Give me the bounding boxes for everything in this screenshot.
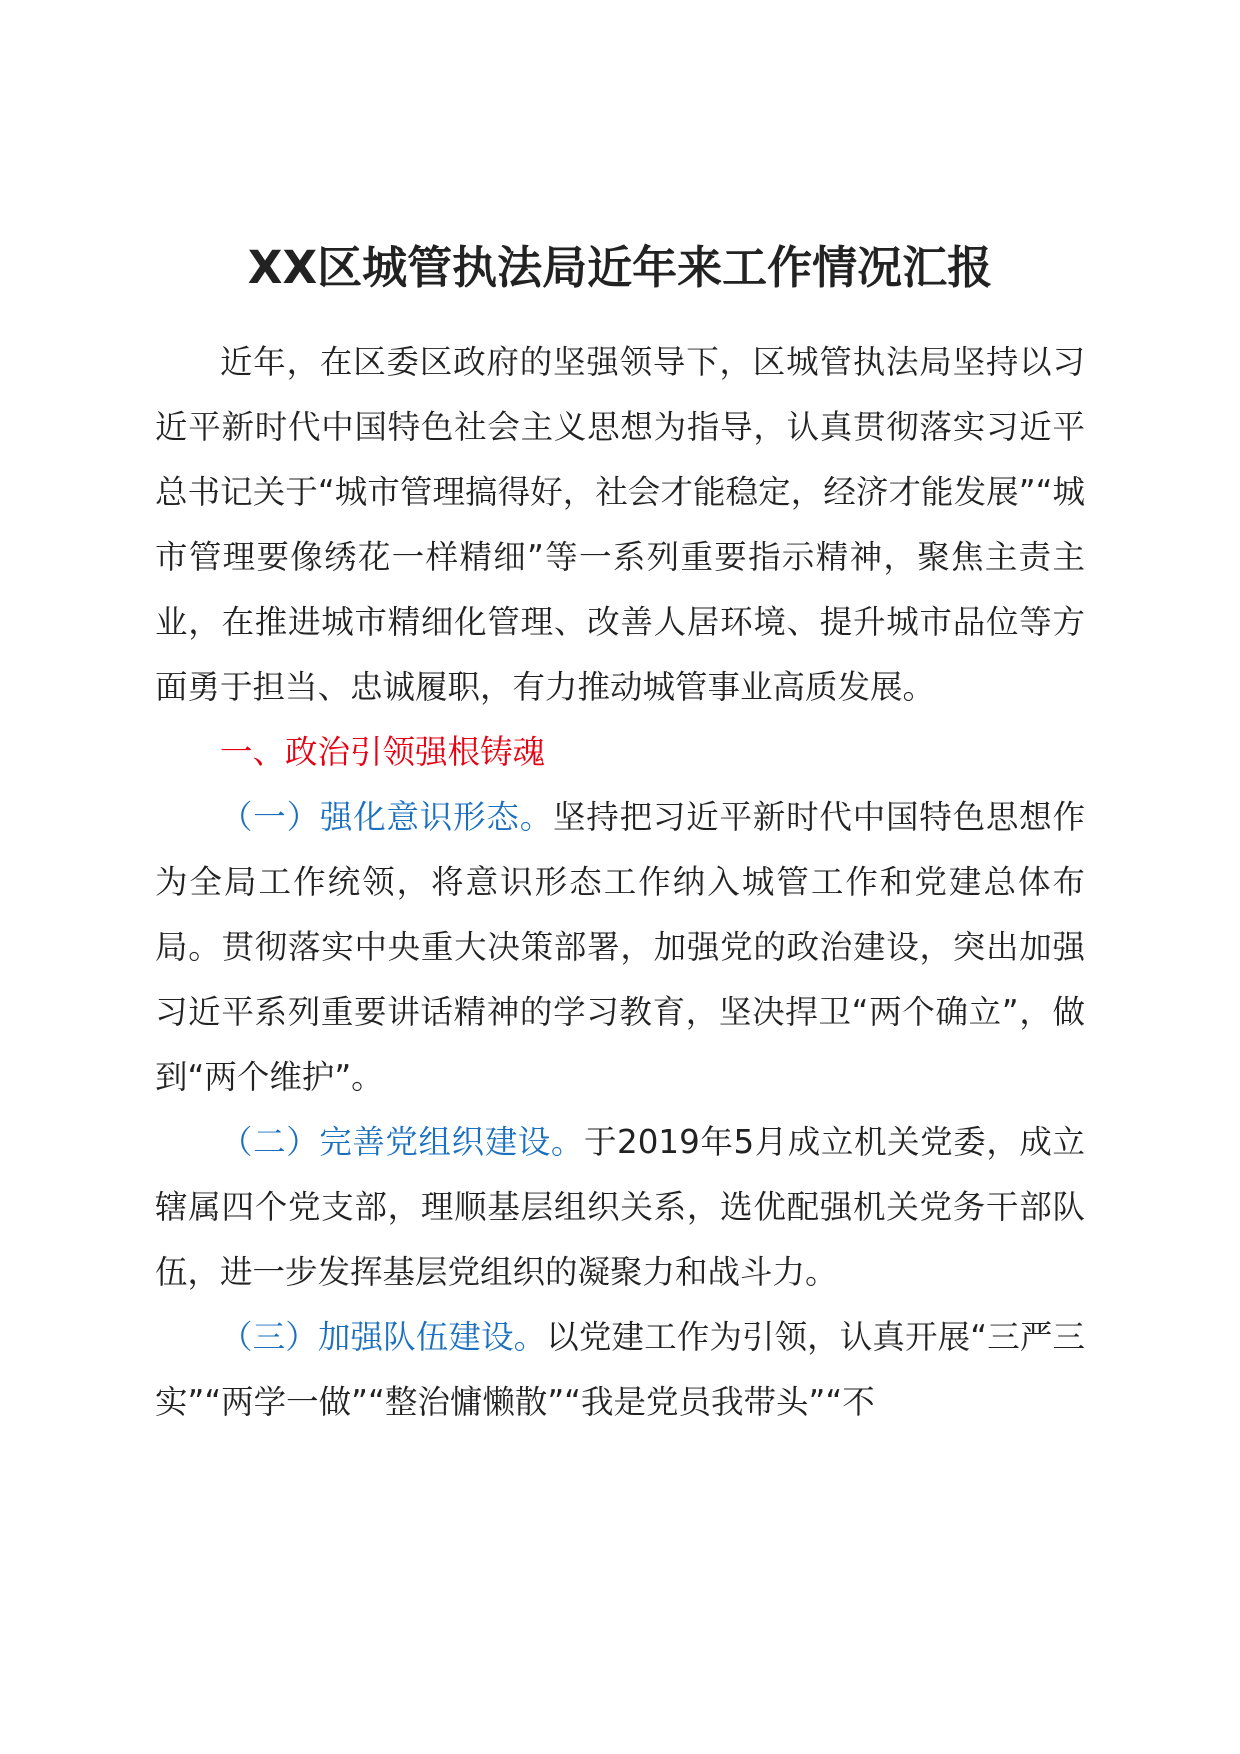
section-item-3 — [155, 1305, 1085, 1435]
sub-text-2: 于2019年5月成立机关党委，成立辖属四个党支部，理顺基层组织关系，选优配强机关党务干部队伍，进一步发挥基层党组织的凝聚力和战斗力。 — [155, 1123, 1085, 1291]
section-item-1 — [155, 785, 1085, 1110]
sub-heading-3: （三）加强队伍建设。 — [220, 1318, 547, 1356]
sub-text-3: 以党建工作为引领，认真开展“三严三实”“两学一做”“整治慵懒散”“我是党员我带头”“不 — [155, 1318, 1085, 1421]
sub-heading-1: （一）强化意识形态。 — [220, 798, 553, 836]
intro-paragraph: 近年，在区委区政府的坚强领导下，区城管执法局坚持以习近平新时代中国特色社会主义思想为指导，认真贯彻落实习近平总书记关于“城市管理搞得好，社会才能稳定，经济才能发展”“城市管理要像绣花一样精细”等一系列重要指示精神，聚焦主责主业，在推进城市精细化管理、改善人居环境、提升城市品位等方面勇于担当、忠诚履职，有力推动城管事业高质发展。 — [155, 343, 1085, 706]
document-body — [155, 330, 1085, 1435]
document-title: XX区城管执法局近年来工作情况汇报 — [247, 241, 993, 294]
sub-heading-2: （二）完善党组织建设。 — [220, 1123, 584, 1161]
section-item-2 — [155, 1110, 1085, 1305]
sub-text-1: 坚持把习近平新时代中国特色思想作为全局工作统领，将意识形态工作纳入城管工作和党建总体布局。贯彻落实中央重大决策部署，加强党的政治建设，突出加强习近平系列重要讲话精神的学习教育，坚决捍卫“两个确立”，做到“两个维护”。 — [155, 798, 1085, 1096]
section-heading-1: 一、政治引领强根铸魂 — [220, 733, 546, 771]
